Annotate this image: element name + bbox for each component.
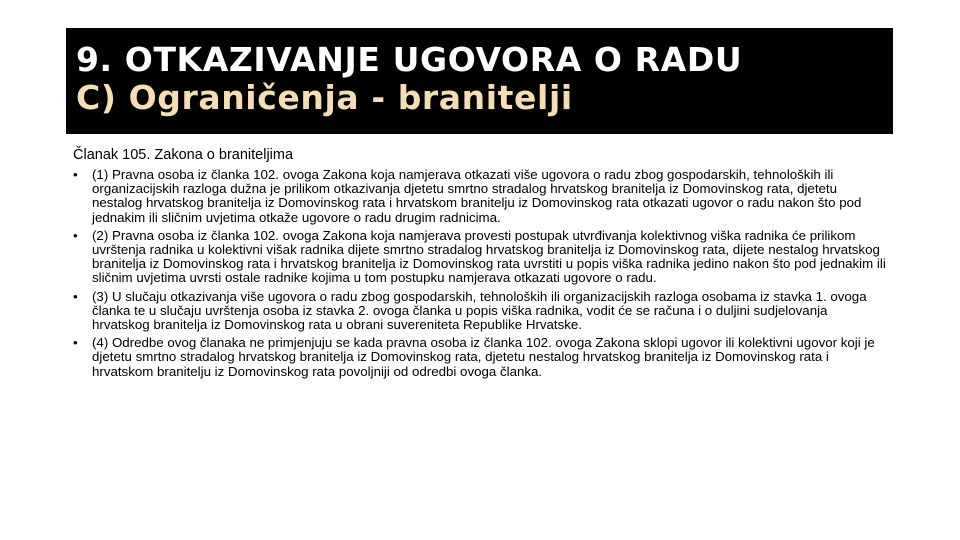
article-heading: Članak 105. Zakona o braniteljima	[73, 147, 294, 163]
title-band	[66, 28, 893, 134]
paragraph-1	[73, 168, 888, 225]
slide-title: 9. OTKAZIVANJE UGOVORA O RADU	[76, 40, 743, 79]
slide-body	[73, 146, 888, 383]
bullet-icon: •	[73, 227, 78, 243]
slide-subtitle: C) Ograničenja - branitelji	[76, 78, 573, 117]
bullet-icon: •	[73, 335, 78, 351]
paragraph-text: (2) Pravna osoba iz članka 102. ovoga Zakona koja namjerava provesti postupak utvrđivanja kolektivnog viška radnika će prilikom uvrštenja radnika u kolektivni višak radnika dijete smrtno stradalog hrvatskog branitelja iz Domovinskog rata, dijete nestalog hrvatskog branitelja iz Domovinskog rata i hrvatskog branitelja iz Domovinskog rata uvrstiti u popis viška radnika jedino nakon što pod jednakim ili sličnim uvjetima uvrsti ostale radnike kojima u tom postupku namjerava otkazati ugovore o radu.	[92, 227, 886, 286]
bullet-icon: •	[73, 167, 78, 182]
paragraph-3	[73, 290, 888, 333]
paragraph-2	[73, 229, 888, 286]
paragraph-text: (3) U slučaju otkazivanja više ugovora o radu zbog gospodarskih, tehnoloških ili organizacijskih razloga osobama iz stavka 1. ovoga članka te u slučaju uvrštenja osoba iz stavka 2. ovoga članka u popis viška radnika, vodit će se računa i o duljini sudjelovanja hrvatskog branitelja iz Domovinskog rata u obrani suvereniteta Republike Hrvatske.	[92, 288, 867, 333]
paragraph-text: (1) Pravna osoba iz članka 102. ovoga Zakona koja namjerava otkazati više ugovora o radu zbog gospodarskih, tehnoloških ili organizacijskih razloga dužna je prilikom otkazivanja djetetu smrtno stradalog hrvatskog branitelja iz Domovinskog rata, djetetu nestalog hrvatskog branitelja iz Domovinskog rata i hrvatskom branitelju iz Domovinskog rata otkazati ugovor o radu nakon što pod jednakim ili sličnim uvjetima otkaže ugovore o radu drugim radnicima.	[92, 167, 862, 225]
bullet-icon: •	[73, 288, 78, 304]
paragraph-4	[73, 336, 888, 379]
paragraph-text: (4) Odredbe ovog članaka ne primjenjuju se kada pravna osoba iz članka 102. ovoga Zakona sklopi ugovor ili kolektivni ugovor koji je djetetu smrtno stradalog hrvatskog branitelja iz Domovinskog rata, djetetu nestalog hrvatskog branitelja iz Domovinskog rata i hrvatskom branitelju iz Domovinskog rata povoljniji od odredbi ovoga članka.	[92, 335, 875, 379]
